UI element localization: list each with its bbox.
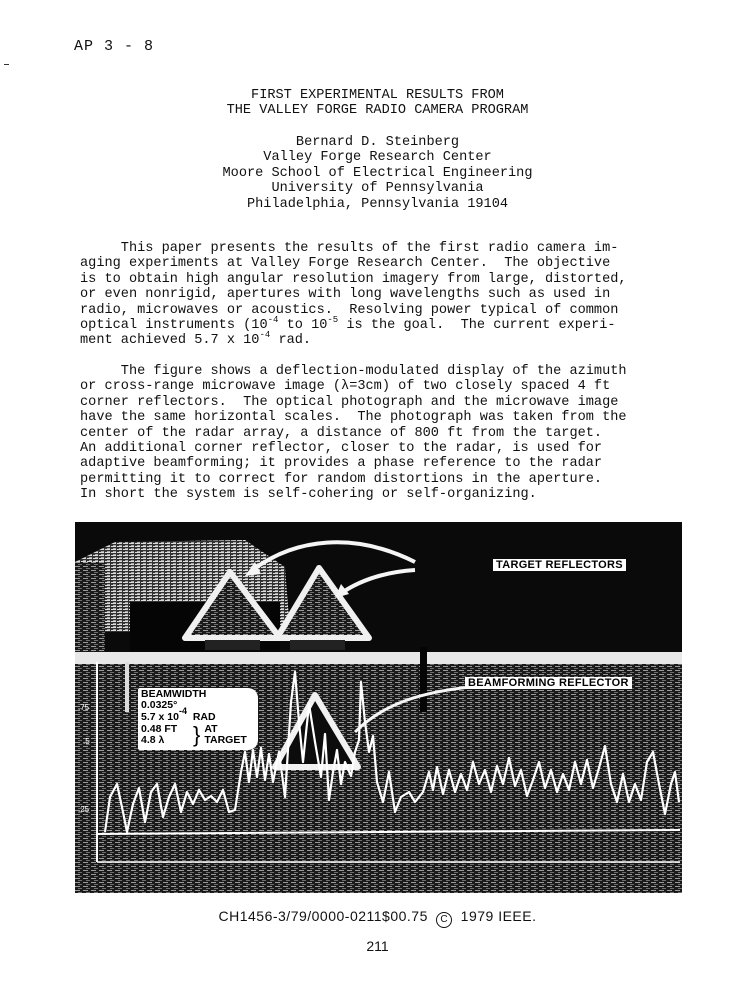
radar-image-figure [75, 522, 682, 893]
abstract-paragraph-1 [80, 241, 680, 349]
axis-tick-label: .5 [83, 737, 90, 746]
beamwidth-annotation [138, 688, 258, 750]
label-beamforming-reflector: BEAMFORMING REFLECTOR [465, 677, 632, 689]
exponent: -5 [327, 315, 339, 326]
scan-mark [4, 64, 9, 65]
text-span: ment achieved 5.7 x 10 [80, 333, 260, 349]
rad-value: 5.7 x 10 [141, 711, 179, 724]
text-line: is to obtain high angular resolution imagery from large, distorted, [80, 271, 627, 287]
label-target-reflectors: TARGET REFLECTORS [493, 559, 626, 571]
author-name: Bernard D. Steinberg [295, 135, 460, 150]
text-span: optical instruments (10 [80, 318, 268, 334]
text-span: rad. [270, 333, 312, 349]
text-line: The figure shows a deflection-modulated display of the azimuth [80, 364, 627, 379]
post [125, 662, 129, 712]
beamwidth-at-target [141, 721, 255, 747]
author-block [0, 135, 755, 212]
paper-title [0, 88, 755, 119]
arrow-target-right [340, 570, 415, 594]
affiliation-1: Valley Forge Research Center [263, 150, 492, 166]
axis-tick-label: .75 [78, 703, 90, 712]
text-span: to 10 [278, 318, 328, 334]
text-line: or cross-range microwave image (λ=3cm) of two closely spaced 4 ft [80, 379, 611, 395]
copyright-icon: C [436, 912, 452, 928]
title-line-2: THE VALLEY FORGE RADIO CAMERA PROGRAM [226, 103, 529, 119]
post [420, 647, 427, 712]
page-number: 211 [366, 938, 389, 954]
title-line-1: FIRST EXPERIMENTAL RESULTS FROM [251, 88, 504, 103]
text-line: have the same horizontal scales. The photograph was taken from the [80, 410, 627, 426]
rad-exponent: -4 [178, 706, 187, 717]
text-line: An additional corner reflector, closer to the radar, is used for [80, 441, 603, 457]
target-reflector-right [277, 568, 369, 638]
page-code: AP 3 - 8 [74, 38, 155, 55]
text-line: In short the system is self-cohering or self-organizing. [80, 487, 537, 503]
address: Philadelphia, Pennsylvania 19104 [246, 196, 509, 212]
text-line: center of the radar array, a distance of 800 ft from the target. [80, 425, 603, 441]
text-line [80, 330, 680, 349]
brace-icon: } [193, 721, 201, 747]
exponent: -4 [267, 315, 279, 326]
affiliation-2: Moore School of Electrical Engineering [222, 165, 533, 181]
text-line: permitting it to correct for random distortions in the aperture. [80, 471, 603, 487]
body-paragraph-2 [80, 364, 680, 503]
text-line: This paper presents the results of the first radio camera im- [80, 241, 619, 256]
exponent: -4 [259, 330, 271, 341]
affiliation-3: University of Pennsylvania [271, 181, 484, 197]
text-line: corner reflectors. The optical photograph and the microwave image [80, 394, 619, 410]
horizon-rail [75, 652, 682, 664]
text-line: aging experiments at Valley Forge Research Center. The objective [80, 256, 611, 272]
target-label: TARGET [204, 733, 247, 746]
text-span: is the goal. The current experi- [338, 318, 616, 334]
copyright-text: 1979 IEEE. [460, 908, 537, 924]
text-line: adaptive beamforming; it provides a phase reference to the radar [80, 456, 603, 472]
ft-value: 0.48 FT [141, 722, 178, 735]
lambda-value: 4.8 λ [141, 733, 165, 746]
text-line: or even nonrigid, apertures with long wavelengths such as used in [80, 287, 611, 303]
copyright-footer [0, 908, 755, 928]
text-line: radio, microwaves or acoustics. Resolving power typical of common [80, 302, 619, 318]
at-label: AT [204, 722, 218, 735]
publication-code: CH1456-3/79/0000-0211$00.75 [218, 908, 428, 924]
beamwidth-title: BEAMWIDTH [141, 688, 207, 700]
axis-tick-label: .25 [78, 805, 90, 814]
beamwidth-degrees: 0.0325° [141, 699, 178, 712]
text-line [80, 315, 680, 334]
rad-unit: RAD [192, 711, 216, 724]
